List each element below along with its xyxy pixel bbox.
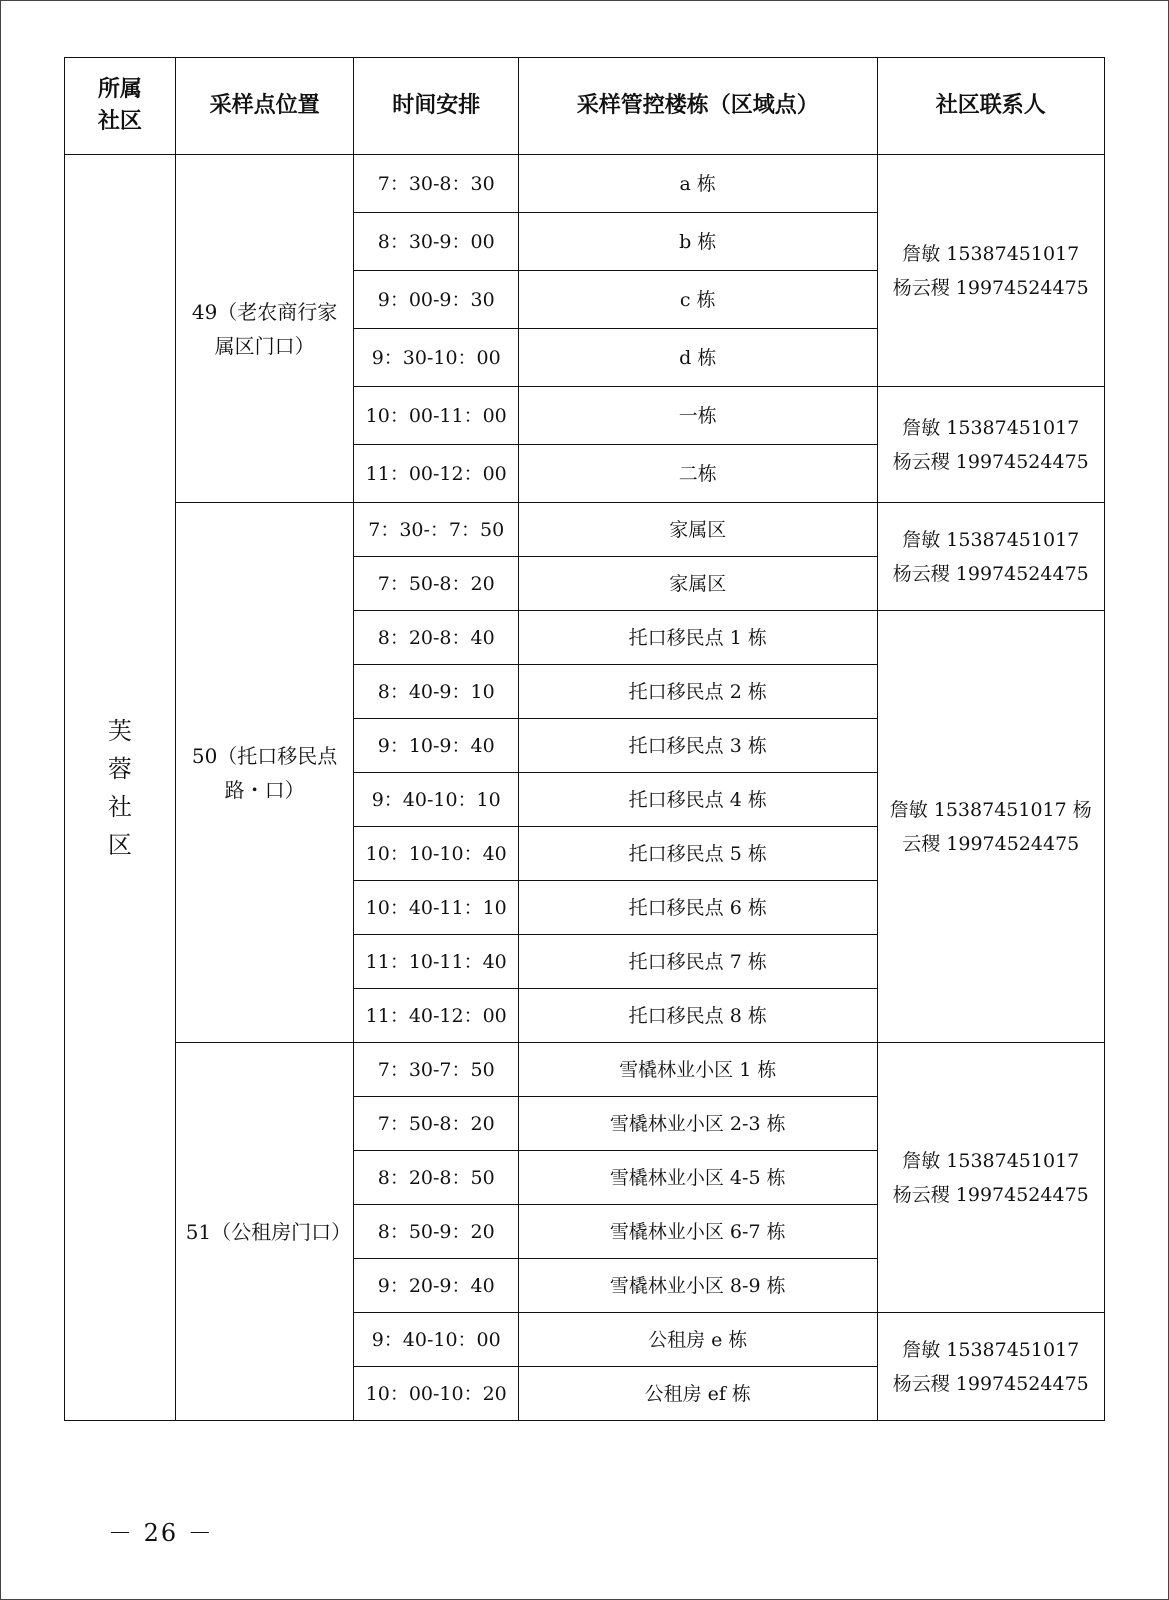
header-time: 时间安排 [354,58,519,155]
community-name [65,155,176,1421]
time-cell: 8：40-9：10 [354,665,519,719]
contact-line: 杨云稷 19974524475 [892,276,1089,299]
building-cell: d 栋 [518,329,877,387]
contact-line: 詹敏 15387451017 [902,416,1080,439]
time-cell: 10：00-11：00 [354,387,519,445]
header-community [65,58,176,155]
header-contact: 社区联系人 [877,58,1105,155]
table-row [65,1043,1105,1097]
header-community-line2: 社区 [97,109,142,134]
sampling-schedule-table [64,57,1105,1421]
community-char: 芙 [107,716,132,745]
time-cell: 8：20-8：40 [354,611,519,665]
time-cell: 7：30-8：30 [354,155,519,213]
time-cell: 9：20-9：40 [354,1259,519,1313]
building-cell: 托口移民点 4 栋 [518,773,877,827]
contact-cell [877,611,1105,1043]
building-cell: 托口移民点 7 栋 [518,935,877,989]
community-char: 社 [107,792,132,821]
time-cell: 8：20-8：50 [354,1151,519,1205]
building-cell: 公租房 e 栋 [518,1313,877,1367]
building-cell: 雪橇林业小区 4-5 栋 [518,1151,877,1205]
contact-cell [877,387,1105,503]
building-cell: 托口移民点 1 栋 [518,611,877,665]
contact-cell [877,1043,1105,1313]
table-row [65,155,1105,213]
contact-line: 杨云稷 19974524475 [892,1183,1089,1206]
table-row [65,503,1105,557]
header-buildings: 采样管控楼栋（区域点） [518,58,877,155]
site-51: 51（公租房门口） [175,1043,354,1421]
building-cell: 托口移民点 3 栋 [518,719,877,773]
building-cell: 托口移民点 2 栋 [518,665,877,719]
building-cell: 雪橇林业小区 2-3 栋 [518,1097,877,1151]
time-cell: 7：50-8：20 [354,1097,519,1151]
building-cell: 二栋 [518,445,877,503]
time-cell: 11：00-12：00 [354,445,519,503]
contact-line: 詹敏 15387451017 [902,528,1080,551]
header-community-line1: 所属 [97,77,142,102]
time-cell: 11：40-12：00 [354,989,519,1043]
contact-line: 詹敏 15387451017 [902,1149,1080,1172]
time-cell: 9：40-10：10 [354,773,519,827]
contact-line: 云稷 19974524475 [902,832,1080,855]
time-cell: 7：30-：7：50 [354,503,519,557]
community-char: 蓉 [107,754,132,783]
time-cell: 7：50-8：20 [354,557,519,611]
building-cell: 托口移民点 5 栋 [518,827,877,881]
site-50: 50（托口移民点路・口） [175,503,354,1043]
building-cell: 家属区 [518,557,877,611]
building-cell: 托口移民点 6 栋 [518,881,877,935]
time-cell: 9：10-9：40 [354,719,519,773]
time-cell: 9：40-10：00 [354,1313,519,1367]
time-cell: 11：10-11：40 [354,935,519,989]
time-cell: 10：00-10：20 [354,1367,519,1421]
community-char: 区 [107,830,132,859]
contact-cell [877,1313,1105,1421]
building-cell: 一栋 [518,387,877,445]
time-cell: 9：00-9：30 [354,271,519,329]
header-row [65,58,1105,155]
building-cell: 雪橇林业小区 6-7 栋 [518,1205,877,1259]
time-cell: 7：30-7：50 [354,1043,519,1097]
contact-line: 詹敏 15387451017 [902,242,1080,265]
building-cell: 公租房 ef 栋 [518,1367,877,1421]
time-cell: 8：50-9：20 [354,1205,519,1259]
time-cell: 9：30-10：00 [354,329,519,387]
contact-line: 杨云稷 19974524475 [892,1372,1089,1395]
contact-line: 詹敏 15387451017 [902,1338,1080,1361]
building-cell: 家属区 [518,503,877,557]
contact-line: 杨云稷 19974524475 [892,450,1089,473]
site-49: 49（老农商行家属区门口） [175,155,354,503]
page-number: － 26 － [108,1519,214,1547]
contact-line: 詹敏 15387451017 杨 [889,798,1092,821]
contact-line: 杨云稷 19974524475 [892,562,1089,585]
building-cell: 托口移民点 8 栋 [518,989,877,1043]
building-cell: a 栋 [518,155,877,213]
time-cell: 10：10-10：40 [354,827,519,881]
building-cell: c 栋 [518,271,877,329]
time-cell: 8：30-9：00 [354,213,519,271]
time-cell: 10：40-11：10 [354,881,519,935]
contact-cell [877,155,1105,387]
building-cell: b 栋 [518,213,877,271]
contact-cell [877,503,1105,611]
building-cell: 雪橇林业小区 8-9 栋 [518,1259,877,1313]
header-site: 采样点位置 [175,58,354,155]
building-cell: 雪橇林业小区 1 栋 [518,1043,877,1097]
